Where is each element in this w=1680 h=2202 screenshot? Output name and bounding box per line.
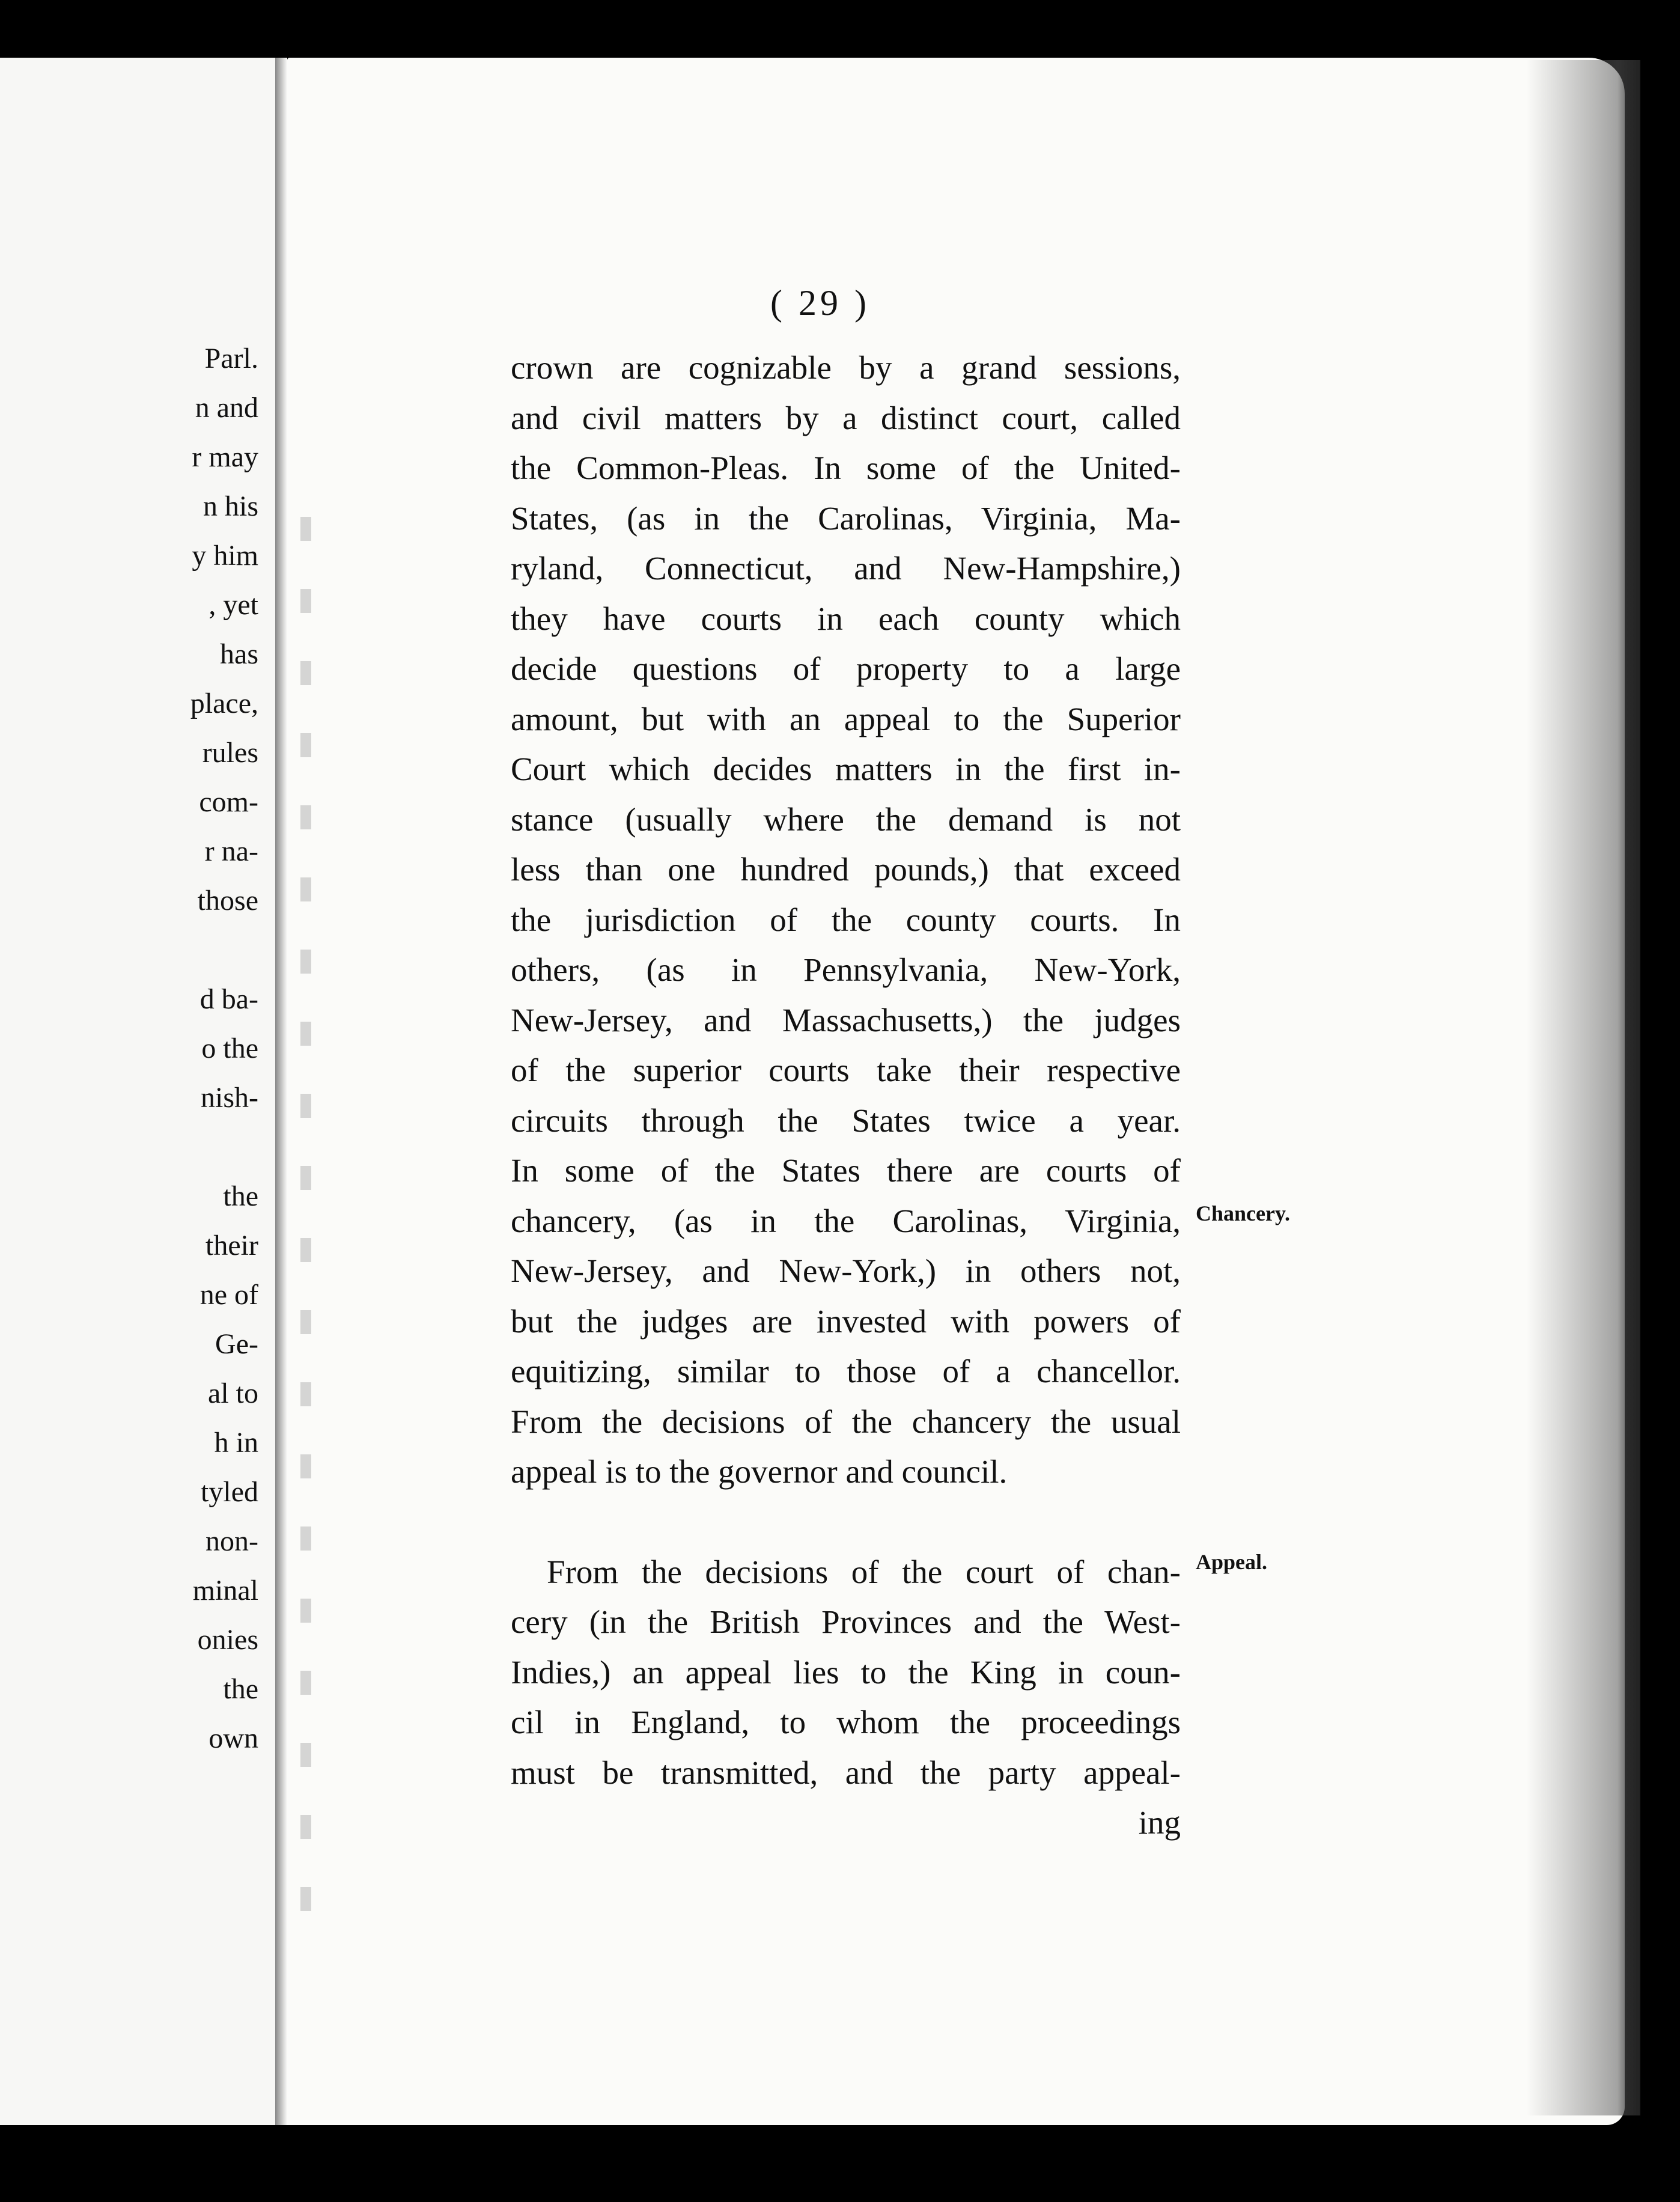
- text-line: From the decisions of the chancery the usual: [511, 1403, 1181, 1440]
- text-line: must be transmitted, and the party appeal-: [511, 1754, 1181, 1791]
- facing-page-line: the: [223, 1673, 258, 1705]
- text-line: From the decisions of the court of chan-: [547, 1553, 1181, 1590]
- facing-page-line: y him: [192, 540, 258, 572]
- text-line: New-Jersey, and New-York,) in others not,: [511, 1252, 1181, 1289]
- text-line: appeal is to the governor and council.: [511, 1453, 1008, 1490]
- facing-page-line: Parl.: [204, 343, 258, 374]
- binding-gutter: [275, 58, 287, 2125]
- text-line: stance (usually where the demand is not: [511, 801, 1181, 838]
- facing-page-line: rules: [202, 737, 258, 769]
- facing-page-line: the: [223, 1180, 258, 1212]
- facing-page-line: , yet: [208, 589, 258, 621]
- facing-page-line: own: [208, 1722, 258, 1754]
- facing-page-line: place,: [190, 688, 258, 719]
- text-line: decide questions of property to a large: [511, 650, 1181, 687]
- paragraph-gap: [511, 1497, 1181, 1547]
- facing-page-line: r na-: [204, 835, 258, 867]
- facing-page-line: those: [197, 885, 258, 916]
- body-text: [511, 343, 1181, 1848]
- text-line: circuits through the States twice a year.: [511, 1102, 1181, 1139]
- text-line: of the superior courts take their respective: [511, 1052, 1181, 1088]
- text-line: the jurisdiction of the county courts. In: [511, 901, 1181, 938]
- facing-page-line: Ge-: [215, 1328, 258, 1360]
- facing-page-line: their: [205, 1230, 258, 1261]
- text-line: and civil matters by a distinct court, called: [511, 399, 1181, 436]
- facing-page-line: minal: [192, 1575, 258, 1606]
- facing-page-line: non-: [205, 1525, 258, 1557]
- facing-page-line: n and: [195, 392, 258, 424]
- text-line: cil in England, to whom the proceedings: [511, 1704, 1181, 1740]
- page-edge-shadow: [1526, 60, 1640, 2115]
- catchword: ing: [1138, 1804, 1181, 1841]
- text-line: they have courts in each county which: [511, 600, 1181, 637]
- margin-note-appeal: Appeal.: [1196, 1550, 1268, 1574]
- text-line: others, (as in Pennsylvania, New-York,: [511, 951, 1181, 988]
- text-line: In some of the States there are courts of: [511, 1152, 1181, 1189]
- text-line: less than one hundred pounds,) that exceed: [511, 851, 1181, 888]
- facing-page-line: [18, 1123, 258, 1172]
- text-line: Indies,) an appeal lies to the King in coun-: [511, 1653, 1181, 1691]
- facing-page-line: al to: [208, 1377, 258, 1409]
- text-line: crown are cognizable by a grand sessions,: [511, 349, 1181, 386]
- facing-page-line: r may: [192, 441, 258, 473]
- facing-page-line: o the: [201, 1032, 258, 1064]
- facing-page-text: [18, 334, 258, 1763]
- text-line: amount, but with an appeal to the Superior: [511, 700, 1181, 737]
- binding-marks: [300, 517, 311, 1911]
- facing-page-line: nish-: [201, 1082, 258, 1114]
- text-line: New-Jersey, and Massachusetts,) the judges: [511, 1001, 1181, 1038]
- facing-page: [0, 58, 276, 2125]
- facing-page-line: ne of: [199, 1279, 258, 1311]
- page-number: ( 29 ): [770, 283, 870, 323]
- text-line: Court which decides matters in the first in-: [511, 751, 1181, 787]
- facing-page-line: tyled: [201, 1476, 258, 1508]
- text-line: equitizing, similar to those of a chancellor.: [511, 1353, 1181, 1389]
- text-line: ryland, Connecticut, and New-Hampshire,): [511, 550, 1181, 587]
- facing-page-line: h in: [214, 1427, 258, 1459]
- text-line: the Common-Pleas. In some of the United-: [511, 450, 1181, 486]
- facing-page-line: n his: [202, 490, 258, 522]
- facing-page-line: [18, 926, 258, 975]
- facing-page-line: com-: [199, 786, 258, 818]
- facing-page-line: onies: [197, 1624, 258, 1656]
- text-line: chancery, (as in the Carolinas, Virginia,: [511, 1202, 1181, 1239]
- text-line: cery (in the British Provinces and the West-: [511, 1603, 1181, 1640]
- facing-page-line: d ba-: [199, 983, 258, 1015]
- text-line: but the judges are invested with powers of: [511, 1302, 1181, 1340]
- margin-note-chancery: Chancery.: [1196, 1201, 1290, 1225]
- text-line: States, (as in the Carolinas, Virginia, Ma-: [511, 499, 1181, 537]
- facing-page-line: has: [220, 638, 258, 670]
